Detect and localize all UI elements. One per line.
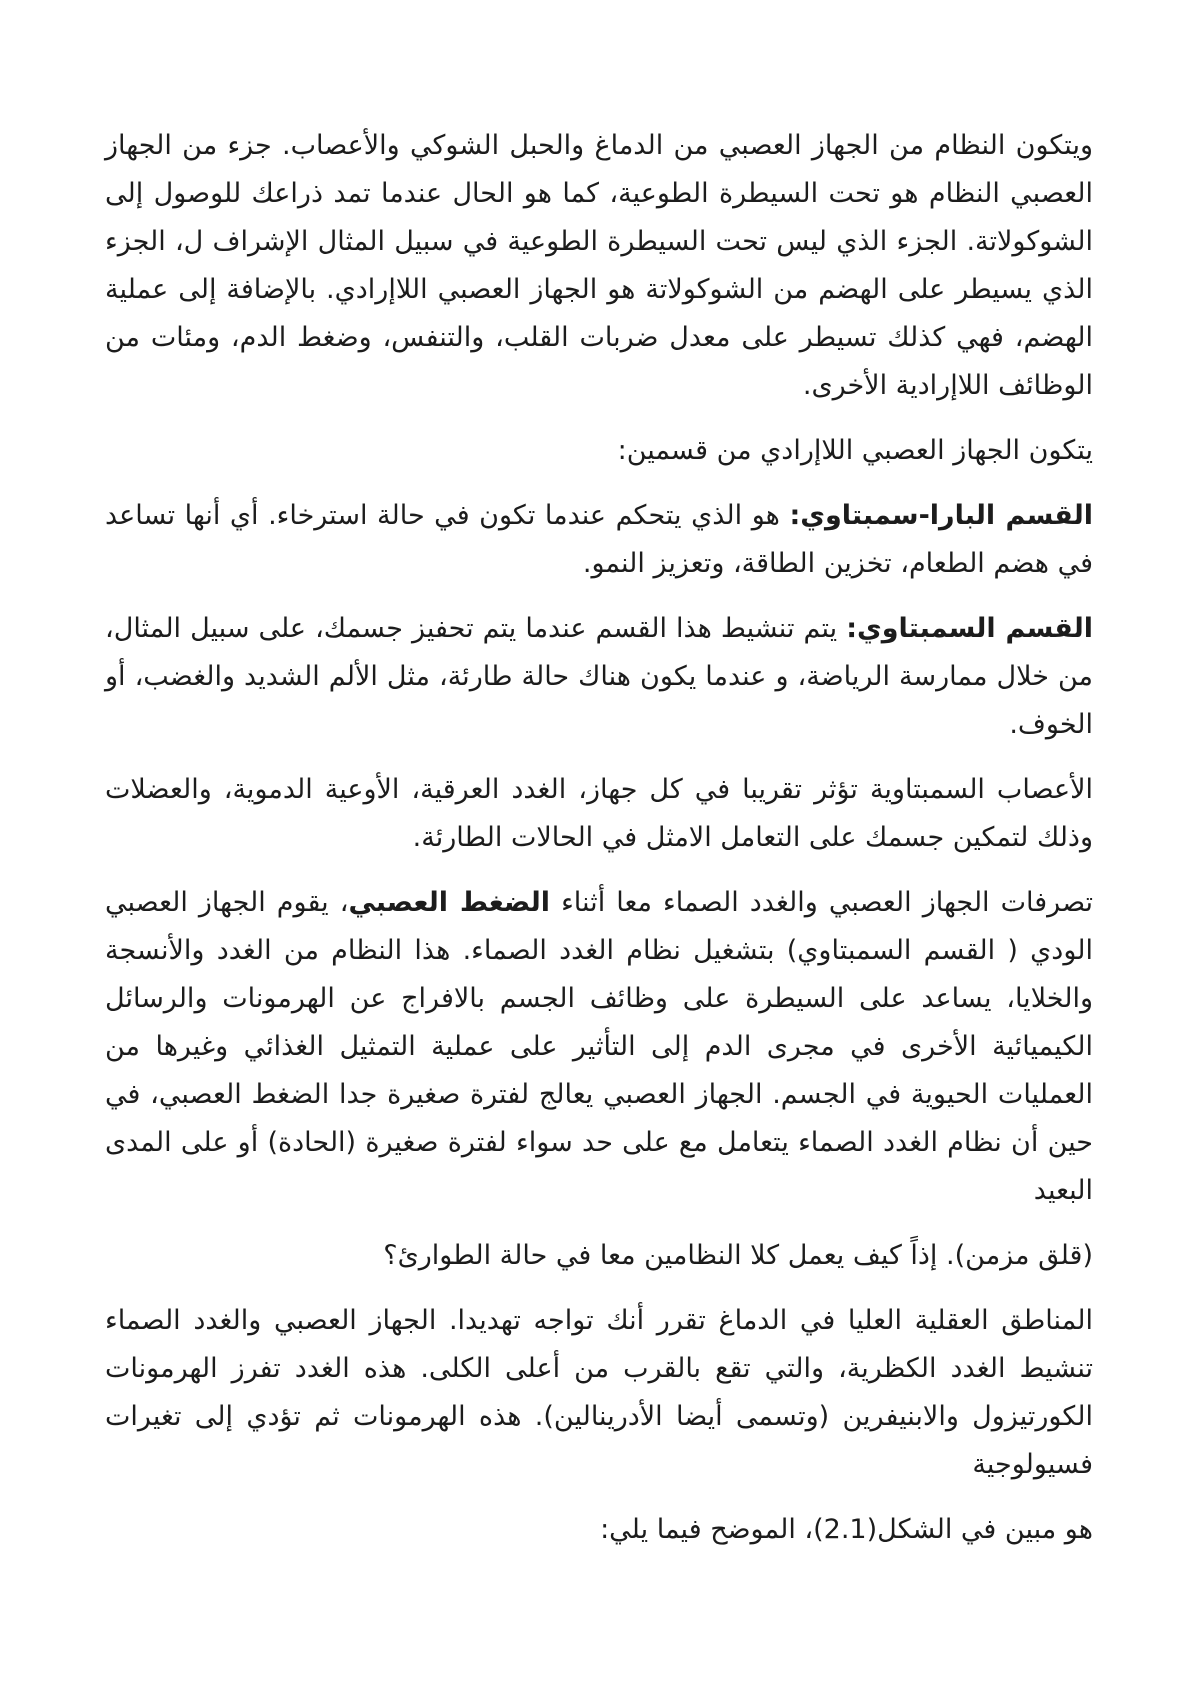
- text-run: هو الذي يتحكم عندما تكون في حالة استرخاء. أي أنها تساعد في هضم الطعام، تخزين الطاقة، وتعزيز النمو.: [105, 500, 1093, 579]
- bold-text-run: القسم البارا-سمبتاوي:: [789, 500, 1093, 531]
- text-run: (قلق مزمن). إذاً كيف يعمل كلا النظامين معا في حالة الطوارئ؟: [383, 1240, 1093, 1271]
- text-run: ، يقوم الجهاز العصبي الودي ( القسم السمبتاوي) بتشغيل نظام الغدد الصماء. هذا النظام من الغدد والأنسجة والخلايا، يساعد على السيطرة على وظائف الجسم بالافراج عن الهرمونات والرسائل الكيميائية الأخرى في مجرى الدم إلى التأثير على عملية التمثيل الغذائي وغيرها من العمليات الحيوية في الجسم. الجهاز العصبي يعالج لفترة صغيرة جدا الضغط العصبي، في حين أن نظام الغدد الصماء يتعامل مع على حد سواء لفترة صغيرة (الحادة) أو على المدى البعيد: [105, 887, 1093, 1206]
- text-run: هو مبين في الشكل(2.1)، الموضح فيما يلي:: [600, 1514, 1093, 1545]
- bold-text-run: الضغط العصبي: [348, 887, 551, 918]
- paragraph-1: [105, 122, 1093, 410]
- bold-text-run: القسم السمبتاوي:: [846, 613, 1093, 644]
- paragraph-7: [105, 1232, 1093, 1280]
- text-run: يتم تنشيط هذا القسم عندما يتم تحفيز جسمك، على سبيل المثال، من خلال ممارسة الرياضة، و عندما يكون هناك حالة طارئة، مثل الألم الشديد والغضب، أو الخوف.: [105, 613, 1093, 740]
- document-text-block: [105, 122, 1093, 1571]
- text-run: المناطق العقلية العليا في الدماغ تقرر أنك تواجه تهديدا. الجهاز العصبي والغدد الصماء تنشيط الغدد الكظرية، والتي تقع بالقرب من أعلى الكلى. هذه الغدد تفرز الهرمونات الكورتيزول والابنيفرين (وتسمى أيضا الأدرينالين). هذه الهرمونات ثم تؤدي إلى تغيرات فسيولوجية: [105, 1305, 1093, 1480]
- paragraph-6: [105, 879, 1093, 1215]
- text-run: تصرفات الجهاز العصبي والغدد الصماء معا أثناء: [550, 887, 1094, 918]
- paragraph-3: [105, 492, 1093, 588]
- paragraph-9: [105, 1506, 1093, 1554]
- paragraph-8: [105, 1297, 1093, 1489]
- paragraph-5: [105, 766, 1093, 862]
- text-run: الأعصاب السمبتاوية تؤثر تقريبا في كل جهاز، الغدد العرقية، الأوعية الدموية، والعضلات وذلك لتمكين جسمك على التعامل الامثل في الحالات الطارئة.: [105, 774, 1093, 853]
- text-run: ويتكون النظام من الجهاز العصبي من الدماغ والحبل الشوكي والأعصاب. جزء من الجهاز العصبي النظام هو تحت السيطرة الطوعية، كما هو الحال عندما تمد ذراعك للوصول إلى الشوكولاتة. الجزء الذي ليس تحت السيطرة الطوعية في سبيل المثال الإشراف ل، الجزء الذي يسيطر على الهضم من الشوكولاتة هو الجهاز العصبي اللاإرادي. بالإضافة إلى عملية الهضم، فهي كذلك تسيطر على معدل ضربات القلب، والتنفس، وضغط الدم، ومئات من الوظائف اللاإرادية الأخرى.: [105, 130, 1093, 401]
- paragraph-4: [105, 605, 1093, 749]
- paragraph-2: [105, 427, 1093, 475]
- text-run: يتكون الجهاز العصبي اللاإرادي من قسمين:: [617, 435, 1093, 466]
